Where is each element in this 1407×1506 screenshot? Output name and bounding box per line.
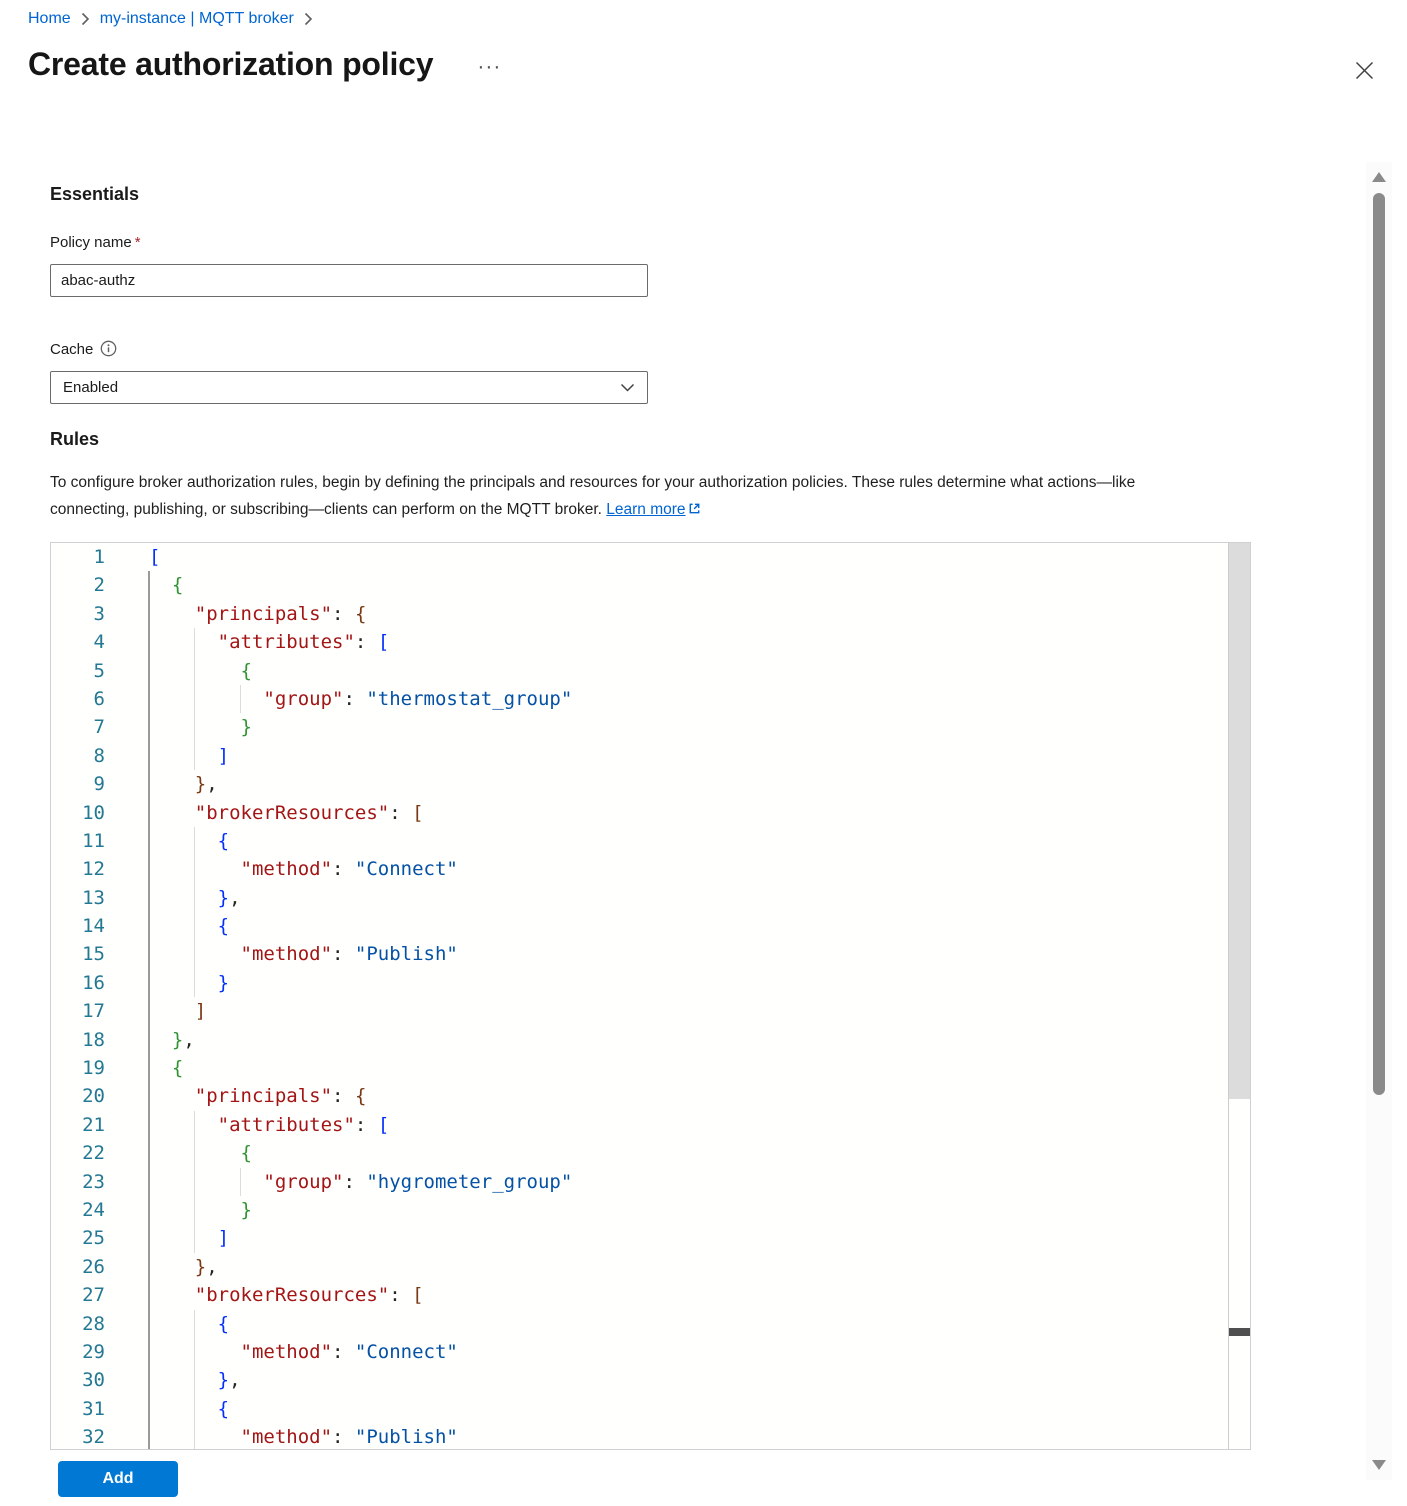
code-text: "method": "Connect" [240, 1340, 458, 1363]
essentials-heading: Essentials [50, 184, 140, 204]
code-line [51, 912, 1229, 940]
code-text: { [217, 829, 230, 852]
code-line [51, 1196, 1229, 1224]
line-number: 11 [82, 829, 105, 852]
code-line [51, 940, 1229, 968]
code-line [51, 1253, 1229, 1281]
code-line [51, 1054, 1229, 1082]
code-text: "attributes": [ [217, 631, 390, 654]
code-line [51, 543, 1229, 571]
code-line [51, 1082, 1229, 1110]
code-text: "brokerResources": [ [194, 801, 424, 824]
line-number: 26 [82, 1255, 105, 1278]
code-text: "principals": { [194, 1085, 367, 1108]
code-text: "group": "thermostat_group" [263, 687, 573, 710]
line-number: 8 [93, 744, 105, 767]
policy-name-label: Policy name * [50, 234, 141, 251]
code-text: "principals": { [194, 602, 367, 625]
code-text: }, [217, 886, 241, 909]
line-number: 22 [82, 1142, 105, 1165]
info-icon[interactable] [100, 340, 117, 357]
scrollbar-up-arrow-icon[interactable] [1372, 172, 1386, 182]
code-text: { [171, 1057, 184, 1080]
line-number: 24 [82, 1198, 105, 1221]
breadcrumb-link-instance[interactable]: my-instance | MQTT broker [99, 10, 294, 27]
code-text: [ [149, 546, 161, 568]
line-number: 13 [82, 886, 105, 909]
code-line [51, 799, 1229, 827]
line-number: 12 [82, 858, 105, 881]
code-text: { [217, 1397, 230, 1420]
code-line [51, 884, 1229, 912]
line-number: 21 [82, 1113, 105, 1136]
cache-select[interactable] [50, 371, 648, 404]
code-text: }, [194, 773, 218, 796]
code-line [51, 657, 1229, 685]
line-number: 9 [93, 773, 105, 796]
code-text: "brokerResources": [ [194, 1284, 424, 1307]
cache-label: Cache [50, 340, 117, 358]
policy-name-input[interactable] [50, 264, 648, 297]
code-lines[interactable] [51, 543, 1229, 1449]
line-number: 31 [82, 1397, 105, 1420]
code-line [51, 1026, 1229, 1054]
line-number: 3 [93, 602, 105, 625]
code-text: { [240, 1142, 252, 1165]
line-number: 18 [82, 1028, 105, 1051]
line-number: 4 [93, 631, 105, 654]
line-number: 30 [82, 1369, 105, 1392]
code-line [51, 1310, 1229, 1338]
editor-scrollbar-thumb[interactable] [1229, 543, 1250, 1099]
line-number: 15 [82, 943, 105, 966]
code-text: }, [171, 1028, 195, 1051]
code-text: "attributes": [ [217, 1113, 390, 1136]
code-line [51, 969, 1229, 997]
code-line [51, 1168, 1229, 1196]
code-line [51, 1338, 1229, 1366]
code-line [51, 827, 1229, 855]
line-number: 14 [82, 915, 105, 938]
more-options-icon[interactable]: ··· [477, 55, 502, 78]
add-button[interactable]: Add [58, 1461, 178, 1497]
chevron-down-icon [620, 383, 635, 392]
line-number: 27 [82, 1284, 105, 1307]
editor-scrollbar-marker [1229, 1328, 1250, 1336]
line-number: 1 [93, 546, 105, 568]
required-asterisk: * [134, 234, 141, 251]
code-text: "method": "Publish" [240, 943, 458, 966]
cache-select-value: Enabled [63, 379, 119, 396]
line-number: 17 [82, 1000, 105, 1023]
line-number: 20 [82, 1085, 105, 1108]
code-text: "group": "hygrometer_group" [263, 1170, 573, 1193]
page-title: Create authorization policy [28, 46, 434, 82]
code-line [51, 1423, 1229, 1449]
code-line [51, 1366, 1229, 1394]
code-line [51, 1111, 1229, 1139]
line-number: 29 [82, 1340, 105, 1363]
code-text: } [240, 1198, 252, 1221]
line-number: 32 [82, 1426, 105, 1449]
code-text: { [171, 574, 184, 597]
code-text: }, [217, 1369, 241, 1392]
scrollbar-down-arrow-icon[interactable] [1372, 1460, 1386, 1470]
code-text: "method": "Publish" [240, 1426, 458, 1449]
code-text: }, [194, 1255, 218, 1278]
code-text: { [240, 659, 252, 682]
code-line [51, 600, 1229, 628]
code-text: ] [217, 1227, 230, 1250]
line-number: 23 [82, 1170, 105, 1193]
code-line [51, 1281, 1229, 1309]
breadcrumb [28, 10, 323, 28]
code-line [51, 1224, 1229, 1252]
code-text: ] [194, 1000, 207, 1023]
learn-more-link[interactable]: Learn more [606, 500, 686, 518]
code-text: { [217, 915, 230, 938]
line-number: 5 [93, 659, 105, 682]
code-line [51, 571, 1229, 599]
line-number: 6 [93, 687, 105, 710]
rules-heading: Rules [50, 429, 100, 449]
code-line [51, 742, 1229, 770]
editor-scrollbar[interactable] [1228, 543, 1250, 1449]
close-icon[interactable] [1348, 54, 1380, 86]
line-number: 7 [93, 716, 105, 739]
code-line [51, 770, 1229, 798]
line-number: 28 [82, 1312, 105, 1335]
code-line [51, 997, 1229, 1025]
breadcrumb-link-home[interactable]: Home [28, 10, 71, 27]
chevron-right-icon [304, 12, 313, 26]
chevron-right-icon [81, 12, 90, 26]
line-number: 16 [82, 971, 105, 994]
code-line [51, 1139, 1229, 1167]
code-text: } [217, 971, 230, 994]
line-number: 19 [82, 1057, 105, 1080]
code-line [51, 1395, 1229, 1423]
line-number: 2 [93, 574, 105, 597]
rules-description: To configure broker authorization rules, begin by defining the principals and resources for your authorization policies. These rules determine what actions—like connecting, publishing, or subscribing—clients can perform on the MQTT broker. Learn more [50, 474, 1136, 518]
code-text: } [240, 716, 252, 739]
page-scrollbar[interactable] [1366, 162, 1392, 1480]
code-line [51, 628, 1229, 656]
code-text: ] [217, 744, 230, 767]
line-number: 10 [82, 801, 105, 824]
line-number: 25 [82, 1227, 105, 1250]
code-line [51, 685, 1229, 713]
code-line [51, 713, 1229, 741]
page-scrollbar-thumb[interactable] [1373, 193, 1385, 1095]
code-editor[interactable] [50, 542, 1251, 1450]
code-line [51, 855, 1229, 883]
code-text: "method": "Connect" [240, 858, 458, 881]
external-link-icon[interactable] [687, 501, 702, 516]
code-text: { [217, 1312, 230, 1335]
